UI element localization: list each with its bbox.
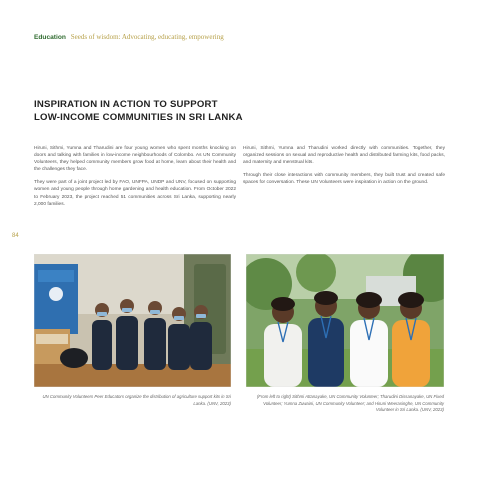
running-header xyxy=(34,33,224,41)
body-column-left xyxy=(34,145,236,214)
article-title xyxy=(34,98,294,124)
body-column-right xyxy=(243,145,445,192)
photo-volunteers xyxy=(246,254,444,387)
paragraph: Hiruni, Sithmi, Yumna and Tharudini worked directly with communities. Together, they organized sessions on sexual and reproductive health and distributed farming kits, food packs, and maternity and menstrual kits. xyxy=(243,146,445,166)
paragraph: They were part of a joint project led by FAO, UNFPA, UNDP and UNV, focused on supporting women and young people through home gardening and health education. From October 2022 to February 2023, the project reached 51 communities across Sri Lanka, supporting nearly 2,000 families. xyxy=(34,180,236,207)
paragraph: Hiruni, Sithmi, Yumna and Tharudini are four young women who spent months knocking on doors and talking with families in low-income neighbourhoods of Colombo. As UN Community Volunteers, they helped community members grow food at home, learn about their health and the challenges they face. xyxy=(34,146,236,173)
chapter-subtitle: Seeds of wisdom: Advocating, educating, empowering xyxy=(70,33,224,41)
page-number: 84 xyxy=(12,233,19,239)
photo-caption-left: UN Community Volunteers Peer Educators organize the distribution of agriculture support kits in Sri Lanka. (UNV, 2023) xyxy=(42,394,231,406)
photo-distribution xyxy=(34,254,231,387)
article-title-line: INSPIRATION IN ACTION TO SUPPORT xyxy=(34,99,218,110)
section-label: Education xyxy=(34,34,66,41)
photo-caption-right: (From left to right) Sithmi Attanayake, UN Community Volunteer; Tharudini Dissanayake, UN Fixed Volunteer; Yumna Zuwaini, UN Community Volunteer; and Hiruni Weerasinghe, UN Community Volunteer in Sri Lanka. (UNV, 2023) xyxy=(256,394,444,413)
article-title-line: LOW-INCOME COMMUNITIES IN SRI LANKA xyxy=(34,112,243,123)
paragraph: Through their close interactions with community members, they built trust and created safe spaces for conversation. These UN Volunteers were inspiration in action on the ground. xyxy=(243,173,445,186)
